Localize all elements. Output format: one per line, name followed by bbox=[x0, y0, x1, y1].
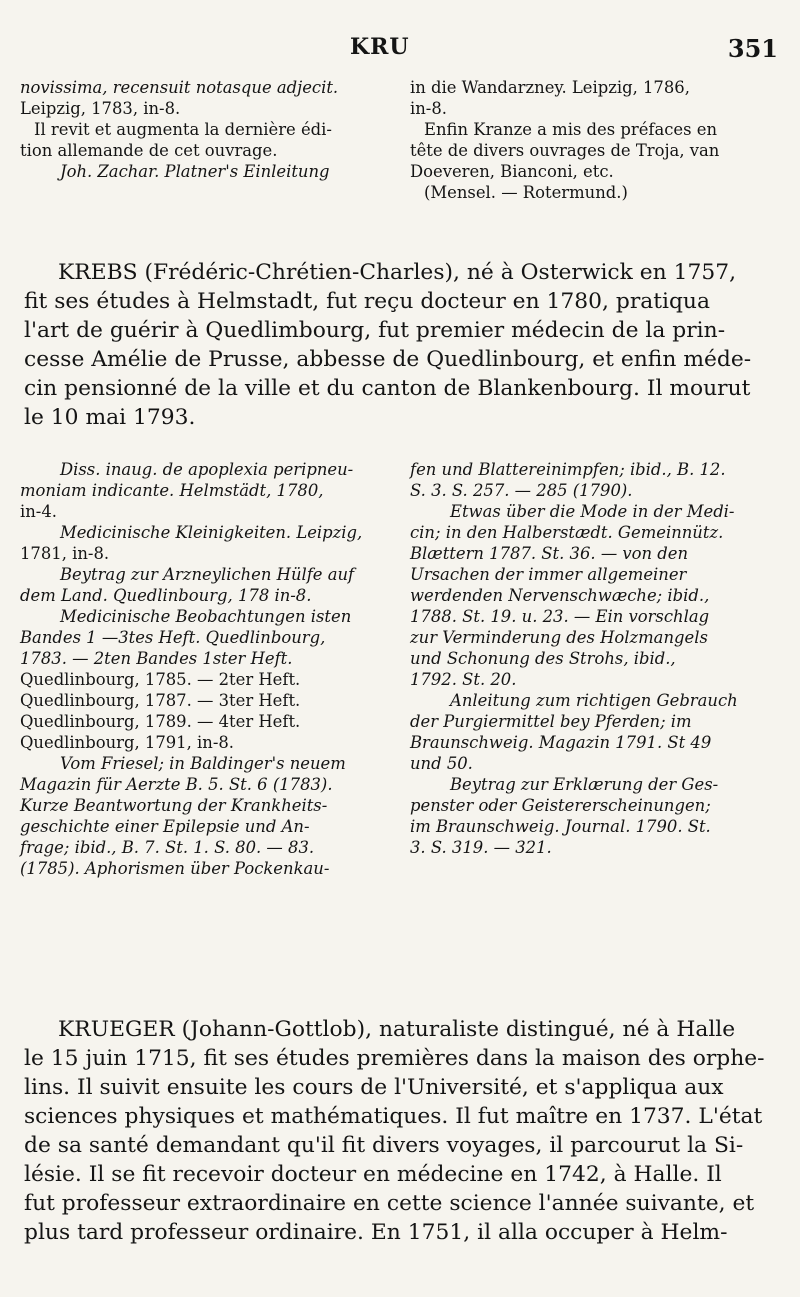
text-line: in-4. bbox=[20, 502, 57, 521]
entry-line: fut professeur extraordinaire en cette science l'année suivante, et bbox=[24, 1191, 755, 1216]
entry-line: de sa santé demandant qu'il fit divers voyages, il parcourut la Si- bbox=[24, 1133, 744, 1158]
text-line: Enfin Kranze a mis des préfaces en bbox=[424, 120, 717, 139]
text-line: 1783. — 2ten Bandes 1ster Heft. bbox=[20, 649, 293, 668]
text-line: Kurze Beantwortung der Krankheits- bbox=[20, 796, 328, 815]
entry-line: cin pensionné de la ville et du canton de Blankenbourg. Il mourut bbox=[24, 376, 751, 401]
text-line: Quedlinbourg, 1787. — 3ter Heft. bbox=[20, 691, 301, 710]
text-line: Doeveren, Bianconi, etc. bbox=[410, 162, 614, 181]
text-line: fen und Blattereinimpfen; ibid., B. 12. bbox=[410, 460, 726, 479]
page-number: 351 bbox=[727, 34, 778, 63]
text-line: Leipzig, 1783, in-8. bbox=[20, 99, 181, 118]
running-header bbox=[0, 34, 800, 68]
text-line: Vom Friesel; in Baldinger's neuem bbox=[60, 754, 346, 773]
text-line: Beytrag zur Arzneylichen Hülfe auf bbox=[60, 565, 355, 584]
text-line: (1785). Aphorismen über Pockenkau- bbox=[20, 859, 330, 878]
entry-line: le 10 mai 1793. bbox=[24, 405, 196, 430]
text-line: Bandes 1 —3tes Heft. Quedlinbourg, bbox=[20, 628, 326, 647]
entry-line: plus tard professeur ordinaire. En 1751, il alla occuper à Helm- bbox=[24, 1220, 728, 1245]
entry-line: lésie. Il se fit recevoir docteur en médecine en 1742, à Halle. Il bbox=[24, 1162, 722, 1187]
text-line: in die Wandarzney. Leipzig, 1786, bbox=[410, 78, 690, 97]
text-line: Ursachen der immer allgemeiner bbox=[410, 565, 687, 584]
text-line: Joh. Zachar. Platner's Einleitung bbox=[60, 162, 330, 181]
text-line: zur Verminderung des Holzmangels bbox=[410, 628, 708, 647]
krebs-left-column bbox=[20, 459, 400, 879]
text-line: penster oder Geistererscheinungen; bbox=[410, 796, 711, 815]
text-line: und Schonung des Strohs, ibid., bbox=[410, 649, 676, 668]
entry-line: KREBS (Frédéric-Chrétien-Charles), né à Osterwick en 1757, bbox=[58, 260, 737, 285]
krebs-right-column bbox=[400, 459, 780, 879]
text-line: Quedlinbourg, 1789. — 4ter Heft. bbox=[20, 712, 301, 731]
text-line: Quedlinbourg, 1785. — 2ter Heft. bbox=[20, 670, 301, 689]
text-line: Magazin für Aerzte B. 5. St. 6 (1783). bbox=[20, 775, 333, 794]
entry-krueger bbox=[24, 1015, 776, 1247]
text-line: (Mensel. — Rotermund.) bbox=[424, 183, 628, 202]
text-line: frage; ibid., B. 7. St. 1. S. 80. — 83. bbox=[20, 838, 315, 857]
top-right-column bbox=[400, 77, 780, 203]
entry-line: sciences physiques et mathématiques. Il fut maître en 1737. L'état bbox=[24, 1104, 763, 1129]
top-bibliography-columns bbox=[20, 77, 780, 203]
text-line: novissima, recensuit notasque adjecit. bbox=[20, 78, 339, 97]
text-line: der Purgiermittel bey Pferden; im bbox=[410, 712, 692, 731]
text-line: und 50. bbox=[410, 754, 473, 773]
entry-line: cesse Amélie de Prusse, abbesse de Quedlinbourg, et enfin méde- bbox=[24, 347, 752, 372]
text-line: in-8. bbox=[410, 99, 447, 118]
text-line: Medicinische Kleinigkeiten. Leipzig, bbox=[60, 523, 363, 542]
text-line: Anleitung zum richtigen Gebrauch bbox=[450, 691, 738, 710]
text-line: dem Land. Quedlinbourg, 178 in-8. bbox=[20, 586, 312, 605]
text-line: Blættern 1787. St. 36. — von den bbox=[410, 544, 689, 563]
top-left-column bbox=[20, 77, 400, 203]
krebs-bibliography-columns bbox=[20, 459, 780, 879]
text-line: Il revit et augmenta la dernière édi- bbox=[34, 120, 332, 139]
text-line: Diss. inaug. de apoplexia peripneu- bbox=[60, 460, 354, 479]
text-line: werdenden Nervenschwæche; ibid., bbox=[410, 586, 710, 605]
text-line: geschichte einer Epilepsie und An- bbox=[20, 817, 310, 836]
entry-line: le 15 juin 1715, fit ses études premières dans la maison des orphe- bbox=[24, 1046, 765, 1071]
text-line: Medicinische Beobachtungen isten bbox=[60, 607, 352, 626]
text-line: Etwas über die Mode in der Medi- bbox=[450, 502, 735, 521]
text-line: tion allemande de cet ouvrage. bbox=[20, 141, 278, 160]
entry-line: lins. Il suivit ensuite les cours de l'Université, et s'appliqua aux bbox=[24, 1075, 724, 1100]
entry-line: fit ses études à Helmstadt, fut reçu docteur en 1780, pratiqua bbox=[24, 289, 710, 314]
text-line: 1792. St. 20. bbox=[410, 670, 517, 689]
entry-krebs bbox=[24, 258, 776, 432]
text-line: S. 3. S. 257. — 285 (1790). bbox=[410, 481, 633, 500]
text-line: Quedlinbourg, 1791, in-8. bbox=[20, 733, 234, 752]
text-line: 1788. St. 19. u. 23. — Ein vorschlag bbox=[410, 607, 710, 626]
text-line: tête de divers ouvrages de Troja, van bbox=[410, 141, 720, 160]
text-line: 1781, in-8. bbox=[20, 544, 110, 563]
text-line: Beytrag zur Erklærung der Ges- bbox=[450, 775, 719, 794]
text-line: moniam indicante. Helmstädt, 1780, bbox=[20, 481, 324, 500]
entry-line: l'art de guérir à Quedlimbourg, fut premier médecin de la prin- bbox=[24, 318, 726, 343]
text-line: im Braunschweig. Journal. 1790. St. bbox=[410, 817, 711, 836]
text-line: Braunschweig. Magazin 1791. St 49 bbox=[410, 733, 712, 752]
text-line: 3. S. 319. — 321. bbox=[410, 838, 552, 857]
text-line: cin; in den Halberstædt. Gemeinnütz. bbox=[410, 523, 724, 542]
entry-line: KRUEGER (Johann-Gottlob), naturaliste distingué, né à Halle bbox=[58, 1017, 736, 1042]
running-head-title: KRU bbox=[350, 34, 410, 60]
